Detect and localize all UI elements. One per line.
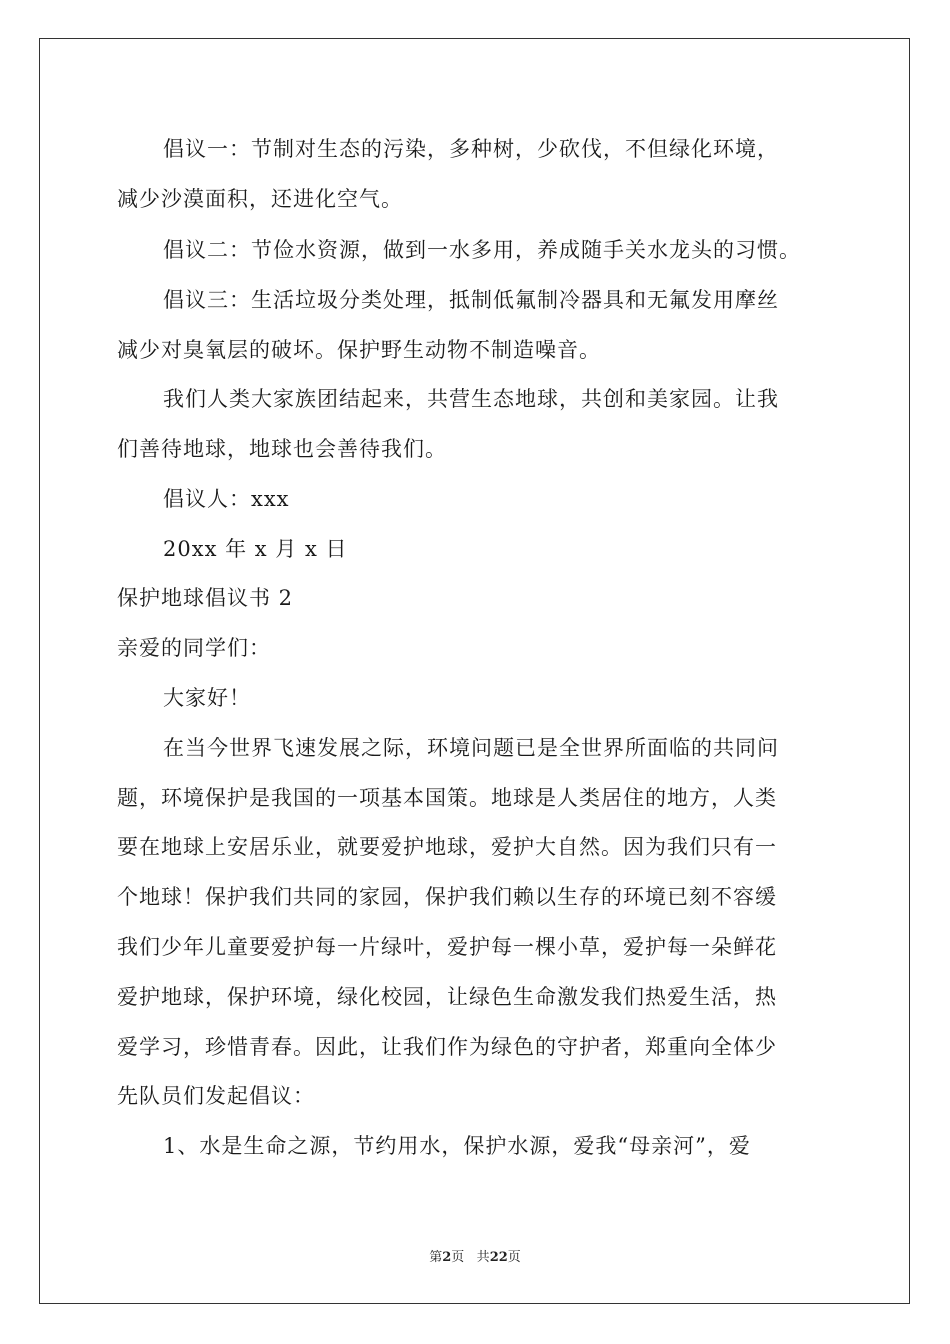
text-line: 倡议一：节制对生态的污染，多种树，少砍伐，不但绿化环境， [163,137,779,161]
text-line: 倡议三：生活垃圾分类处理，抵制低氟制冷器具和无氟发用摩丝 [163,288,779,312]
text-line: 要在地球上安居乐业，就要爱护地球，爱护大自然。因为我们只有一 [117,835,777,859]
signatory-line: 倡议人：xxx [163,487,290,511]
footer-total-prefix: 共 [476,1250,490,1265]
text-line: 先队员们发起倡议： [117,1084,315,1108]
text-line: 我们人类大家族团结起来，共营生态地球，共创和美家园。让我 [163,387,779,411]
footer-page-number: 2 [442,1250,452,1265]
greeting: 大家好！ [163,686,251,710]
page-border [39,38,910,1304]
text-line: 倡议二：节俭水资源，做到一水多用，养成随手关水龙头的习惯。 [163,238,801,262]
page-footer [0,1246,950,1265]
footer-total-suffix: 页 [507,1250,521,1265]
date-line: 20xx 年 x 月 x 日 [163,537,348,561]
text-line: 减少对臭氧层的破坏。保护野生动物不制造噪音。 [117,338,601,362]
footer-page-suffix: 页 [451,1250,465,1265]
text-line: 个地球！保护我们共同的家园，保护我们赖以生存的环境已刻不容缓 [117,885,777,909]
text-line: 爱学习，珍惜青春。因此，让我们作为绿色的守护者，郑重向全体少 [117,1035,777,1059]
footer-total-pages: 22 [489,1250,508,1265]
text-line: 们善待地球，地球也会善待我们。 [117,437,447,461]
text-line: 爱护地球，保护环境，绿化校园，让绿色生命激发我们热爱生活，热 [117,985,777,1009]
text-line: 在当今世界飞速发展之际，环境问题已是全世界所面临的共同问 [163,736,779,760]
footer-prefix: 第 [429,1250,443,1265]
salutation: 亲爱的同学们： [117,636,271,660]
text-line: 我们少年儿童要爱护每一片绿叶，爱护每一棵小草，爱护每一朵鲜花 [117,935,777,959]
text-line: 题，环境保护是我国的一项基本国策。地球是人类居住的地方，人类 [117,786,777,810]
text-line: 减少沙漠面积，还进化空气。 [117,187,403,211]
text-line: 1、水是生命之源，节约用水，保护水源，爱我“母亲河”，爱 [163,1134,751,1158]
section-title: 保护地球倡议书 2 [117,586,294,610]
